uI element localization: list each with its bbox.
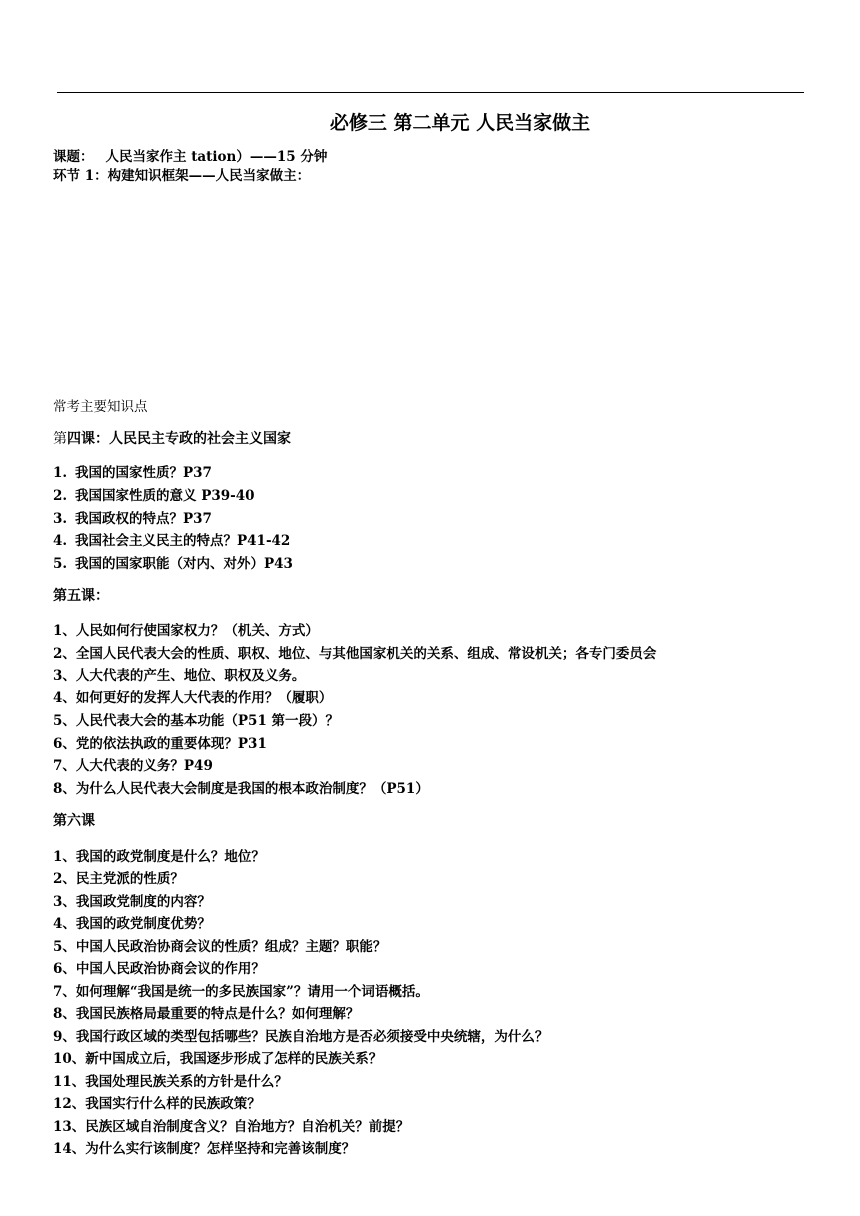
list-item: 8、我国民族格局最重要的特点是什么？如何理解？ (53, 1006, 360, 1022)
list-item: 2、民主党派的性质？ (53, 871, 184, 887)
list-item: 1、我国的政党制度是什么？地位？ (53, 849, 265, 865)
list-item: 4、我国的政党制度优势？ (53, 916, 211, 932)
lesson6-heading: 第六课 (53, 813, 95, 829)
list-item: 6、中国人民政治协商会议的作用？ (53, 961, 265, 977)
topic-line (53, 145, 327, 165)
topic-text: 人民当家作主 tation）——15 分钟 (105, 149, 328, 165)
list-item: 4. 我国社会主义民主的特点？P41-42 (53, 533, 291, 549)
list-item: 11、我国处理民族关系的方针是什么？ (53, 1074, 288, 1090)
list-item: 14、为什么实行该制度？怎样坚持和完善该制度？ (53, 1141, 356, 1157)
list-item: 3、我国政党制度的内容？ (53, 894, 211, 910)
list-item: 3、人大代表的产生、地位、职权及义务。 (53, 668, 306, 684)
list-item: 5. 我国的国家职能（对内、对外）P43 (53, 556, 293, 572)
list-item: 6、党的依法执政的重要体现？P31 (53, 736, 267, 752)
list-item: 13、民族区域自治制度含义？自治地方？自治机关？前提？ (53, 1119, 410, 1135)
header-rule (57, 92, 804, 93)
topic-label: 课题： (53, 149, 94, 165)
page-title: 必修三 第二单元 人民当家做主 (329, 112, 591, 134)
lesson4-heading-text: 四课：人民民主专政的社会主义国家 (67, 431, 291, 447)
list-item: 3. 我国政权的特点？P37 (53, 511, 212, 527)
list-item: 9、我国行政区域的类型包括哪些？民族自治地方是否必须接受中央统辖，为什么？ (53, 1029, 549, 1045)
list-item: 4、如何更好的发挥人大代表的作用？（履职） (53, 690, 333, 706)
list-item: 1、人民如何行使国家权力？（机关、方式） (53, 623, 319, 639)
list-item: 7、人大代表的义务？P49 (53, 758, 213, 774)
lesson4-heading-prefix: 第 (53, 431, 67, 447)
list-item: 1. 我国的国家性质？P37 (53, 465, 212, 481)
list-item: 8、为什么人民代表大会制度是我国的根本政治制度？（P51） (53, 781, 429, 797)
common-points-label: 常考主要知识点 (53, 399, 148, 415)
list-item: 5、人民代表大会的基本功能（P51 第一段）？ (53, 713, 340, 729)
list-item: 5、中国人民政治协商会议的性质？组成？主题？职能？ (53, 939, 387, 955)
list-item: 2、全国人民代表大会的性质、职权、地位、与其他国家机关的关系、组成、常设机关；各专门委员会 (53, 646, 657, 662)
section1-line: 环节 1：构建知识框架——人民当家做主： (53, 168, 311, 184)
list-item: 12、我国实行什么样的民族政策？ (53, 1096, 261, 1112)
list-item: 7、如何理解“我国是统一的多民族国家”？请用一个词语概括。 (53, 984, 429, 1000)
list-item: 10、新中国成立后，我国逐步形成了怎样的民族关系？ (53, 1051, 383, 1067)
lesson4-heading (53, 428, 291, 448)
list-item: 2. 我国国家性质的意义 P39-40 (53, 488, 255, 504)
lesson5-heading: 第五课： (53, 588, 109, 604)
